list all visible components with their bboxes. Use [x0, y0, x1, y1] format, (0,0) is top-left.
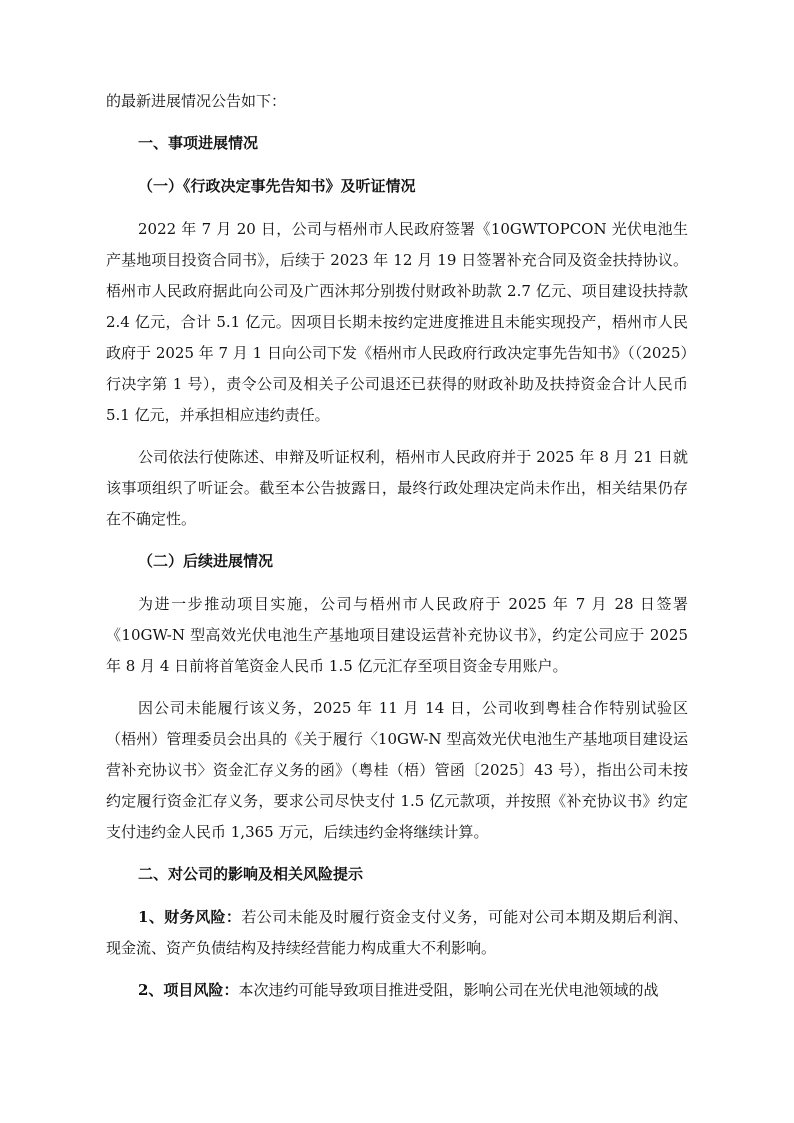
subsection-2-paragraph-2: 因公司未能履行该义务，2025 年 11 月 14 日，公司收到粤桂合作特别试验区（梧州）管理委员会出具的《关于履行〈10GW-N 型高效光伏电池生产基地项目建设运营补充协议书〉资金汇存义务的函》（粤桂（梧）管函〔2025〕43 号），指出公司未按约定履行资金汇存义务，要求公司尽快支付 1.5 亿元款项，并按照《补充协议书》约定支付违约金人民币 1,365 万元，后续违约金将继续计算。	[106, 699, 688, 841]
intro-line: 的最新进展情况公告如下：	[106, 92, 287, 110]
project-risk-label: 2、项目风险：	[138, 981, 239, 999]
financial-risk-label: 1、财务风险：	[138, 908, 242, 926]
financial-risk-text: 若公司未能及时履行资金支付义务，可能对公司本期及期后利润、现金流、资产负债结构及持续经营能力构成重大不利影响。	[106, 908, 688, 957]
subsection-2-paragraph-1: 为进一步推动项目实施，公司与梧州市人民政府于 2025 年 7 月 28 日签署《10GW-N 型高效光伏电池生产基地项目建设运营补充协议书》，约定公司应于 2025 年 8 月 4 日前将首笔资金人民币 1.5 亿元汇存至项目资金专用账户。	[106, 595, 688, 675]
section-2-heading: 二、对公司的影响及相关风险提示	[138, 865, 364, 883]
subsection-1-heading: （一）《行政决定事先告知书》及听证情况	[138, 177, 416, 195]
subsection-1-paragraph-1: 2022 年 7 月 20 日，公司与梧州市人民政府签署《10GWTOPCON 光伏电池生产基地项目投资合同书》，后续于 2023 年 12 月 19 日签署补充合同及资金扶持协议。梧州市人民政府据此向公司及广西沐邦分别拨付财政补助款 2.7 亿元、项目建设扶持款 2.4 亿元，合计 5.1 亿元。因项目长期未按约定进度推进且未能实现投产，梧州市人民政府于 2025 年 7 月 1 日向公司下发《梧州市人民政府行政决定事先告知书》（（2025）行决字第 1 号），责令公司及相关子公司退还已获得的财政补助及扶持资金合计人民币 5.1 亿元，并承担相应违约责任。	[106, 220, 688, 424]
project-risk-paragraph	[106, 975, 688, 1006]
subsection-2-heading: （二）后续进展情况	[138, 552, 274, 570]
subsection-1-paragraph-2: 公司依法行使陈述、申辩及听证权利，梧州市人民政府并于 2025 年 8 月 21 日就该事项组织了听证会。截至本公告披露日，最终行政处理决定尚未作出，相关结果仍存在不确定性。	[106, 448, 688, 528]
financial-risk-paragraph	[106, 902, 688, 964]
section-1-heading: 一、事项进展情况	[138, 134, 259, 152]
project-risk-text: 本次违约可能导致项目推进受阻，影响公司在光伏电池领域的战	[238, 981, 659, 999]
